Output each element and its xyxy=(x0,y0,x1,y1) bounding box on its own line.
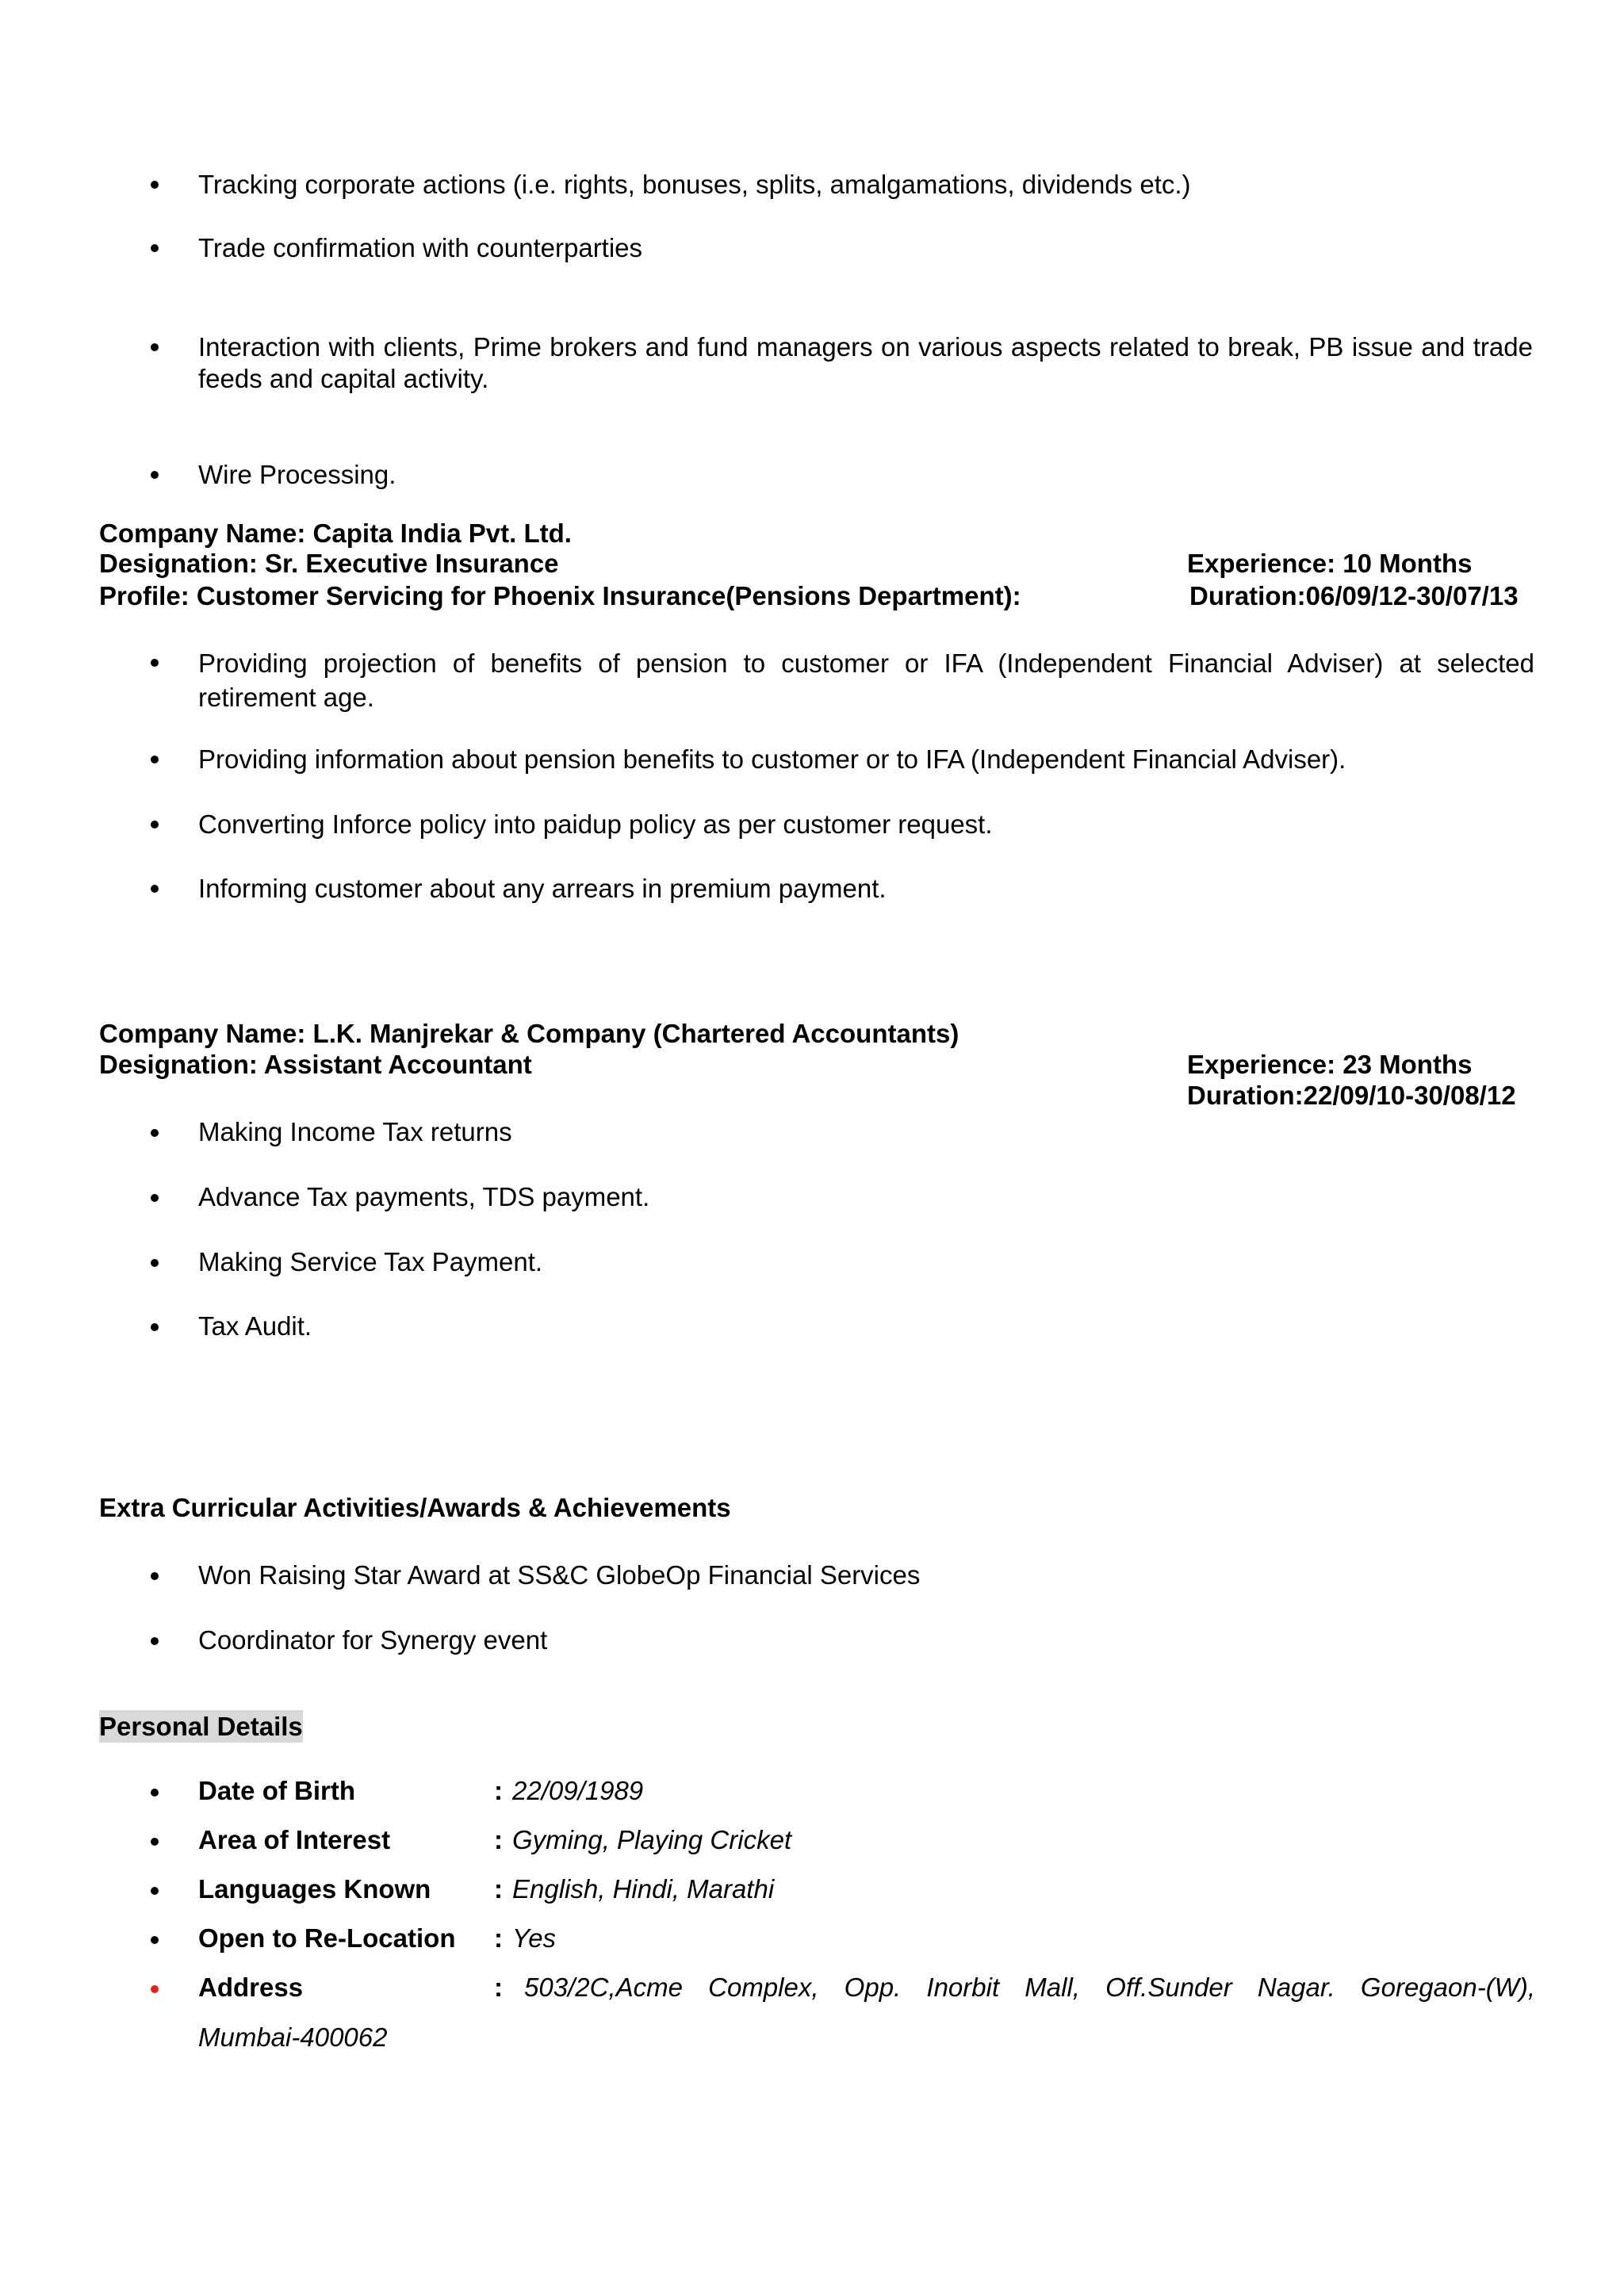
bullet-icon xyxy=(151,1194,159,1202)
bullet-icon xyxy=(151,1259,159,1267)
bullet-icon xyxy=(151,659,159,667)
list-item: Coordinator for Synergy event xyxy=(198,1625,548,1655)
section-heading: Extra Curricular Activities/Awards & Achievements xyxy=(99,1493,731,1522)
bullet-icon xyxy=(151,471,159,479)
profile: Profile: Customer Servicing for Phoenix Insurance(Pensions Department): xyxy=(99,581,1021,610)
bullet-icon xyxy=(151,343,159,351)
list-item: Interaction with clients, Prime brokers and fund managers on various aspects related to break, PB issue and trade feeds and capital activity. xyxy=(198,332,1533,393)
bullet-icon xyxy=(151,1936,159,1944)
bullet-icon xyxy=(151,1838,159,1846)
list-item: Informing customer about any arrears in premium payment. xyxy=(198,874,887,903)
detail-colon: : xyxy=(494,1874,503,1904)
list-item: Trade confirmation with counterparties xyxy=(198,233,643,262)
duration: Duration:06/09/12-30/07/13 xyxy=(1189,581,1519,610)
list-item: Tax Audit. xyxy=(198,1311,312,1341)
detail-label-dob: Date of Birth xyxy=(198,1776,355,1805)
detail-label-address: Address xyxy=(198,1973,304,2002)
list-item: Advance Tax payments, TDS payment. xyxy=(198,1182,650,1211)
list-item: Providing projection of benefits of pension to customer or IFA (Independent Financial Adviser) at selected retirement age. xyxy=(198,649,1534,712)
detail-value-address: 503/2C,Acme Complex, Opp. Inorbit Mall, Off.Sunder Nagar. Goregaon-(W), xyxy=(524,1973,1535,2002)
bullet-icon xyxy=(151,1887,159,1895)
duration: Duration:22/09/10-30/08/12 xyxy=(1187,1081,1516,1110)
bullet-icon xyxy=(151,1323,159,1331)
bullet-icon xyxy=(151,1985,159,1993)
detail-value-dob: 22/09/1989 xyxy=(512,1776,644,1805)
bullet-icon xyxy=(151,756,159,763)
list-item: Providing information about pension benefits to customer or to IFA (Independent Financial Adviser). xyxy=(198,744,1346,774)
bullet-icon xyxy=(151,244,159,252)
bullet-icon xyxy=(151,1129,159,1137)
detail-colon: : xyxy=(494,1776,503,1805)
detail-colon: : xyxy=(494,1923,503,1953)
bullet-icon xyxy=(151,821,159,828)
list-item: Won Raising Star Award at SS&C GlobeOp Financial Services xyxy=(198,1560,921,1590)
bullet-icon xyxy=(151,1637,159,1645)
experience: Experience: 23 Months xyxy=(1187,1050,1473,1079)
bullet-icon xyxy=(151,885,159,893)
highlighted-heading: Personal Details xyxy=(99,1712,303,1741)
experience: Experience: 10 Months xyxy=(1187,549,1473,578)
list-item: Making Income Tax returns xyxy=(198,1117,512,1146)
detail-value-address-line2: Mumbai-400062 xyxy=(198,2022,388,2052)
detail-label-interest: Area of Interest xyxy=(198,1825,391,1854)
list-item: Tracking corporate actions (i.e. rights, bonuses, splits, amalgamations, dividends etc.) xyxy=(198,170,1191,199)
designation: Designation: Assistant Accountant xyxy=(99,1050,532,1079)
section-heading xyxy=(99,1712,303,1742)
bullet-icon xyxy=(151,1572,159,1580)
detail-value-relocation: Yes xyxy=(512,1923,557,1953)
detail-colon: : xyxy=(494,1973,503,2002)
company-name: Company Name: L.K. Manjrekar & Company (Chartered Accountants) xyxy=(99,1019,959,1048)
list-item: Making Service Tax Payment. xyxy=(198,1247,543,1276)
detail-label-languages: Languages Known xyxy=(198,1874,431,1904)
list-item: Converting Inforce policy into paidup policy as per customer request. xyxy=(198,809,993,839)
detail-colon: : xyxy=(494,1825,503,1854)
detail-label-relocation: Open to Re-Location xyxy=(198,1923,456,1953)
company-name: Company Name: Capita India Pvt. Ltd. xyxy=(99,519,572,548)
detail-value-languages: English, Hindi, Marathi xyxy=(512,1874,775,1904)
bullet-icon xyxy=(151,181,159,189)
bullet-icon xyxy=(151,1789,159,1797)
list-item: Wire Processing. xyxy=(198,460,396,489)
detail-value-interest: Gyming, Playing Cricket xyxy=(512,1825,792,1854)
designation: Designation: Sr. Executive Insurance xyxy=(99,549,559,578)
